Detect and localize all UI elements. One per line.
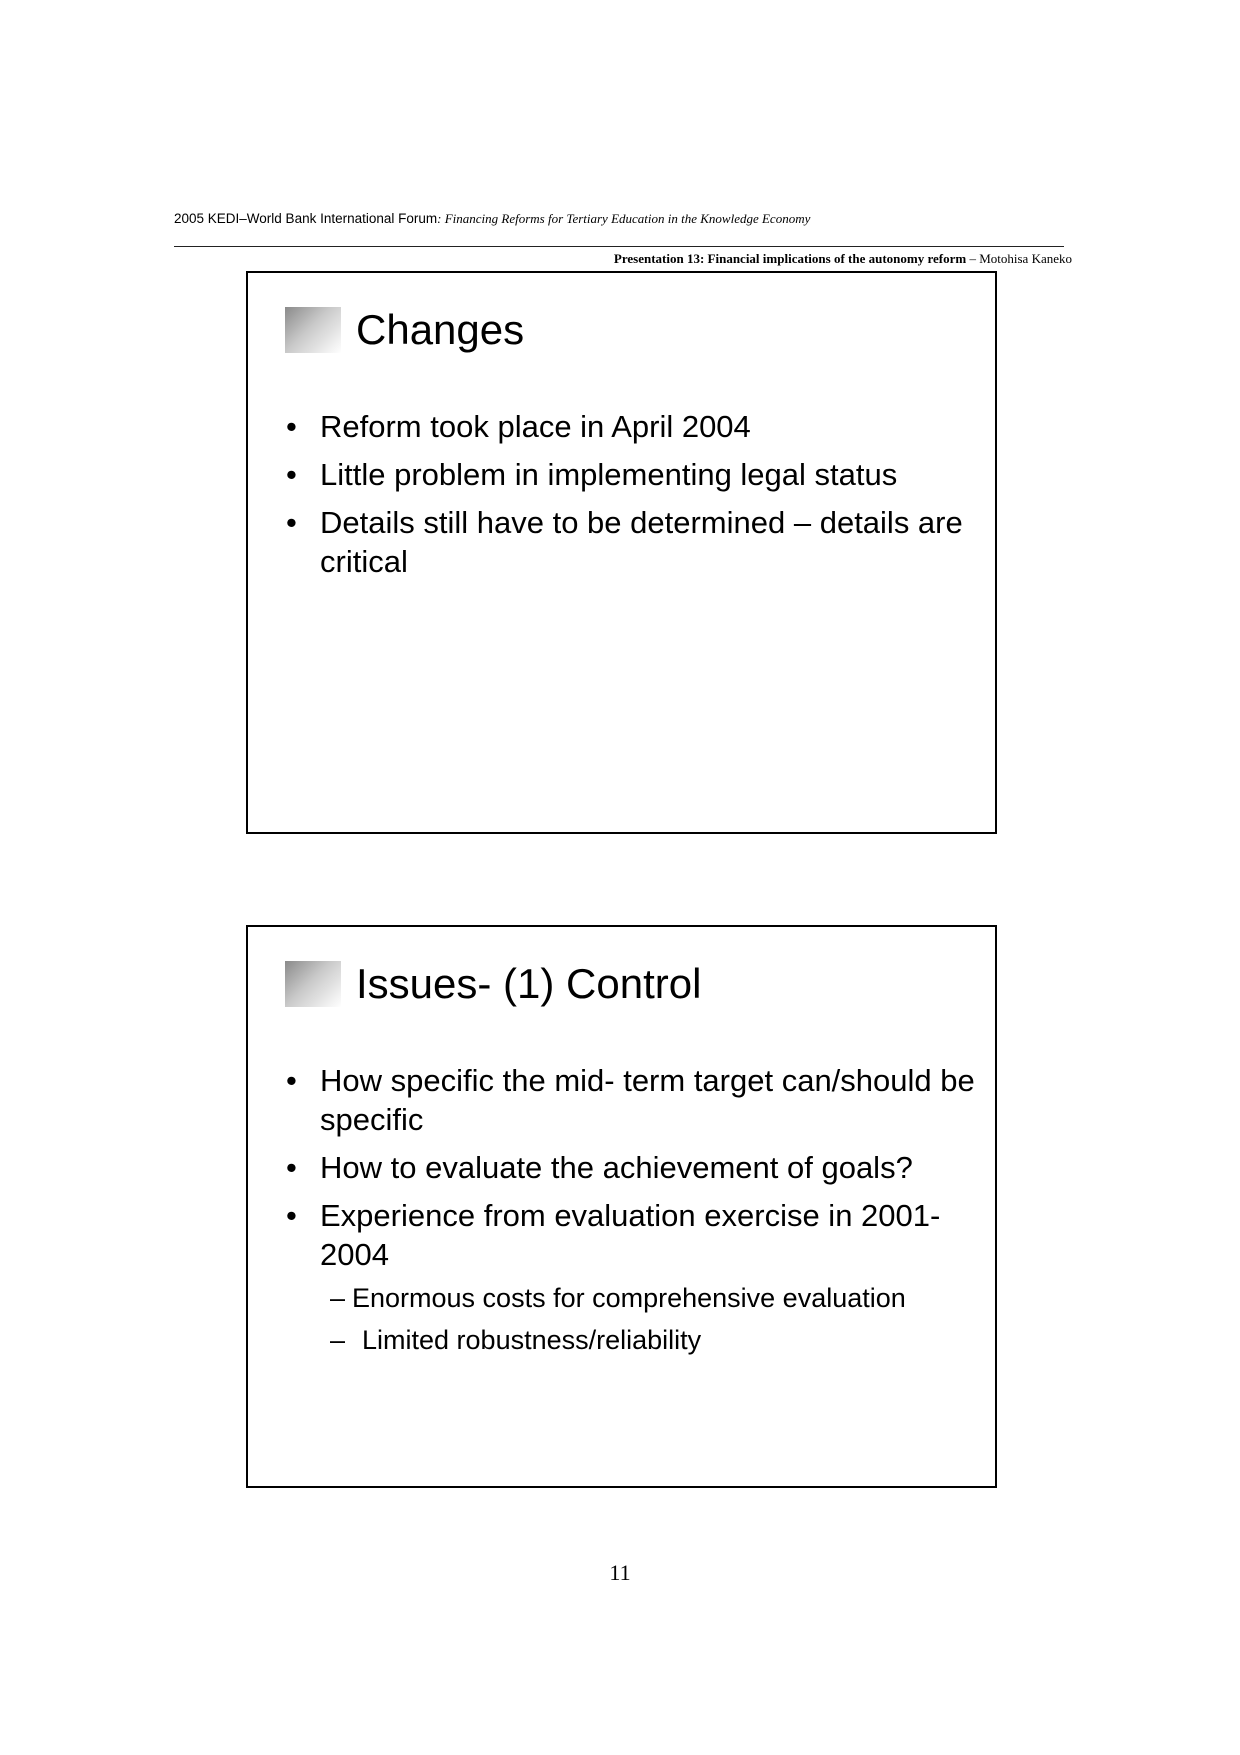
page-number: 11 xyxy=(609,1560,631,1585)
sub-bullet-item: – Limited robustness/reliability xyxy=(330,1325,702,1355)
bullet-text: How specific the mid- term target can/should be specific xyxy=(320,1063,975,1137)
title-gradient-square xyxy=(285,307,341,353)
slide-issues-control xyxy=(246,925,997,1488)
bullet-item: • Experience from evaluation exercise in 2001-2004 – Enormous costs for comprehensive evaluation – Limited robustness/reliability xyxy=(286,1196,975,1361)
sub-bullet-item: – Enormous costs for comprehensive evaluation xyxy=(330,1283,906,1313)
bullet-item: • Little problem in implementing legal status xyxy=(286,457,898,492)
presentation-author: – Motohisa Kaneko xyxy=(966,251,1072,266)
bullet-item: • How specific the mid- term target can/should be specific xyxy=(286,1063,975,1137)
forum-subtitle: : Financing Reforms for Tertiary Education in the Knowledge Economy xyxy=(437,211,811,226)
forum-name: 2005 KEDI–World Bank International Forum xyxy=(174,211,438,226)
bullet-text: How to evaluate the achievement of goals? xyxy=(320,1150,913,1185)
sub-bullet-text: Limited robustness/reliability xyxy=(362,1325,702,1355)
presentation-title: Presentation 13: Financial implications of the autonomy reform xyxy=(613,251,967,266)
title-gradient-square xyxy=(285,961,341,1007)
bullet-item: • Reform took place in April 2004 xyxy=(286,409,751,444)
header-rule xyxy=(174,246,1064,247)
bullet-text: Reform took place in April 2004 xyxy=(320,409,751,444)
bullet-item: • How to evaluate the achievement of goals? xyxy=(286,1150,913,1185)
bullet-text: Experience from evaluation exercise in 2001-2004 xyxy=(320,1198,941,1272)
sub-bullet-list xyxy=(330,1277,975,1361)
document-header xyxy=(174,211,810,227)
presentation-line xyxy=(614,251,1072,267)
slide-title: Changes xyxy=(356,306,525,353)
bullet-text: Little problem in implementing legal status xyxy=(320,457,898,492)
bullet-list xyxy=(286,407,975,590)
bullet-list xyxy=(286,1061,975,1370)
slide-title: Issues- (1) Control xyxy=(356,960,702,1007)
sub-bullet-text: Enormous costs for comprehensive evaluation xyxy=(352,1283,906,1313)
bullet-text: Details still have to be determined – details are critical xyxy=(320,505,963,579)
slide-changes xyxy=(246,271,997,834)
bullet-item: • Details still have to be determined – details are critical xyxy=(286,505,963,579)
